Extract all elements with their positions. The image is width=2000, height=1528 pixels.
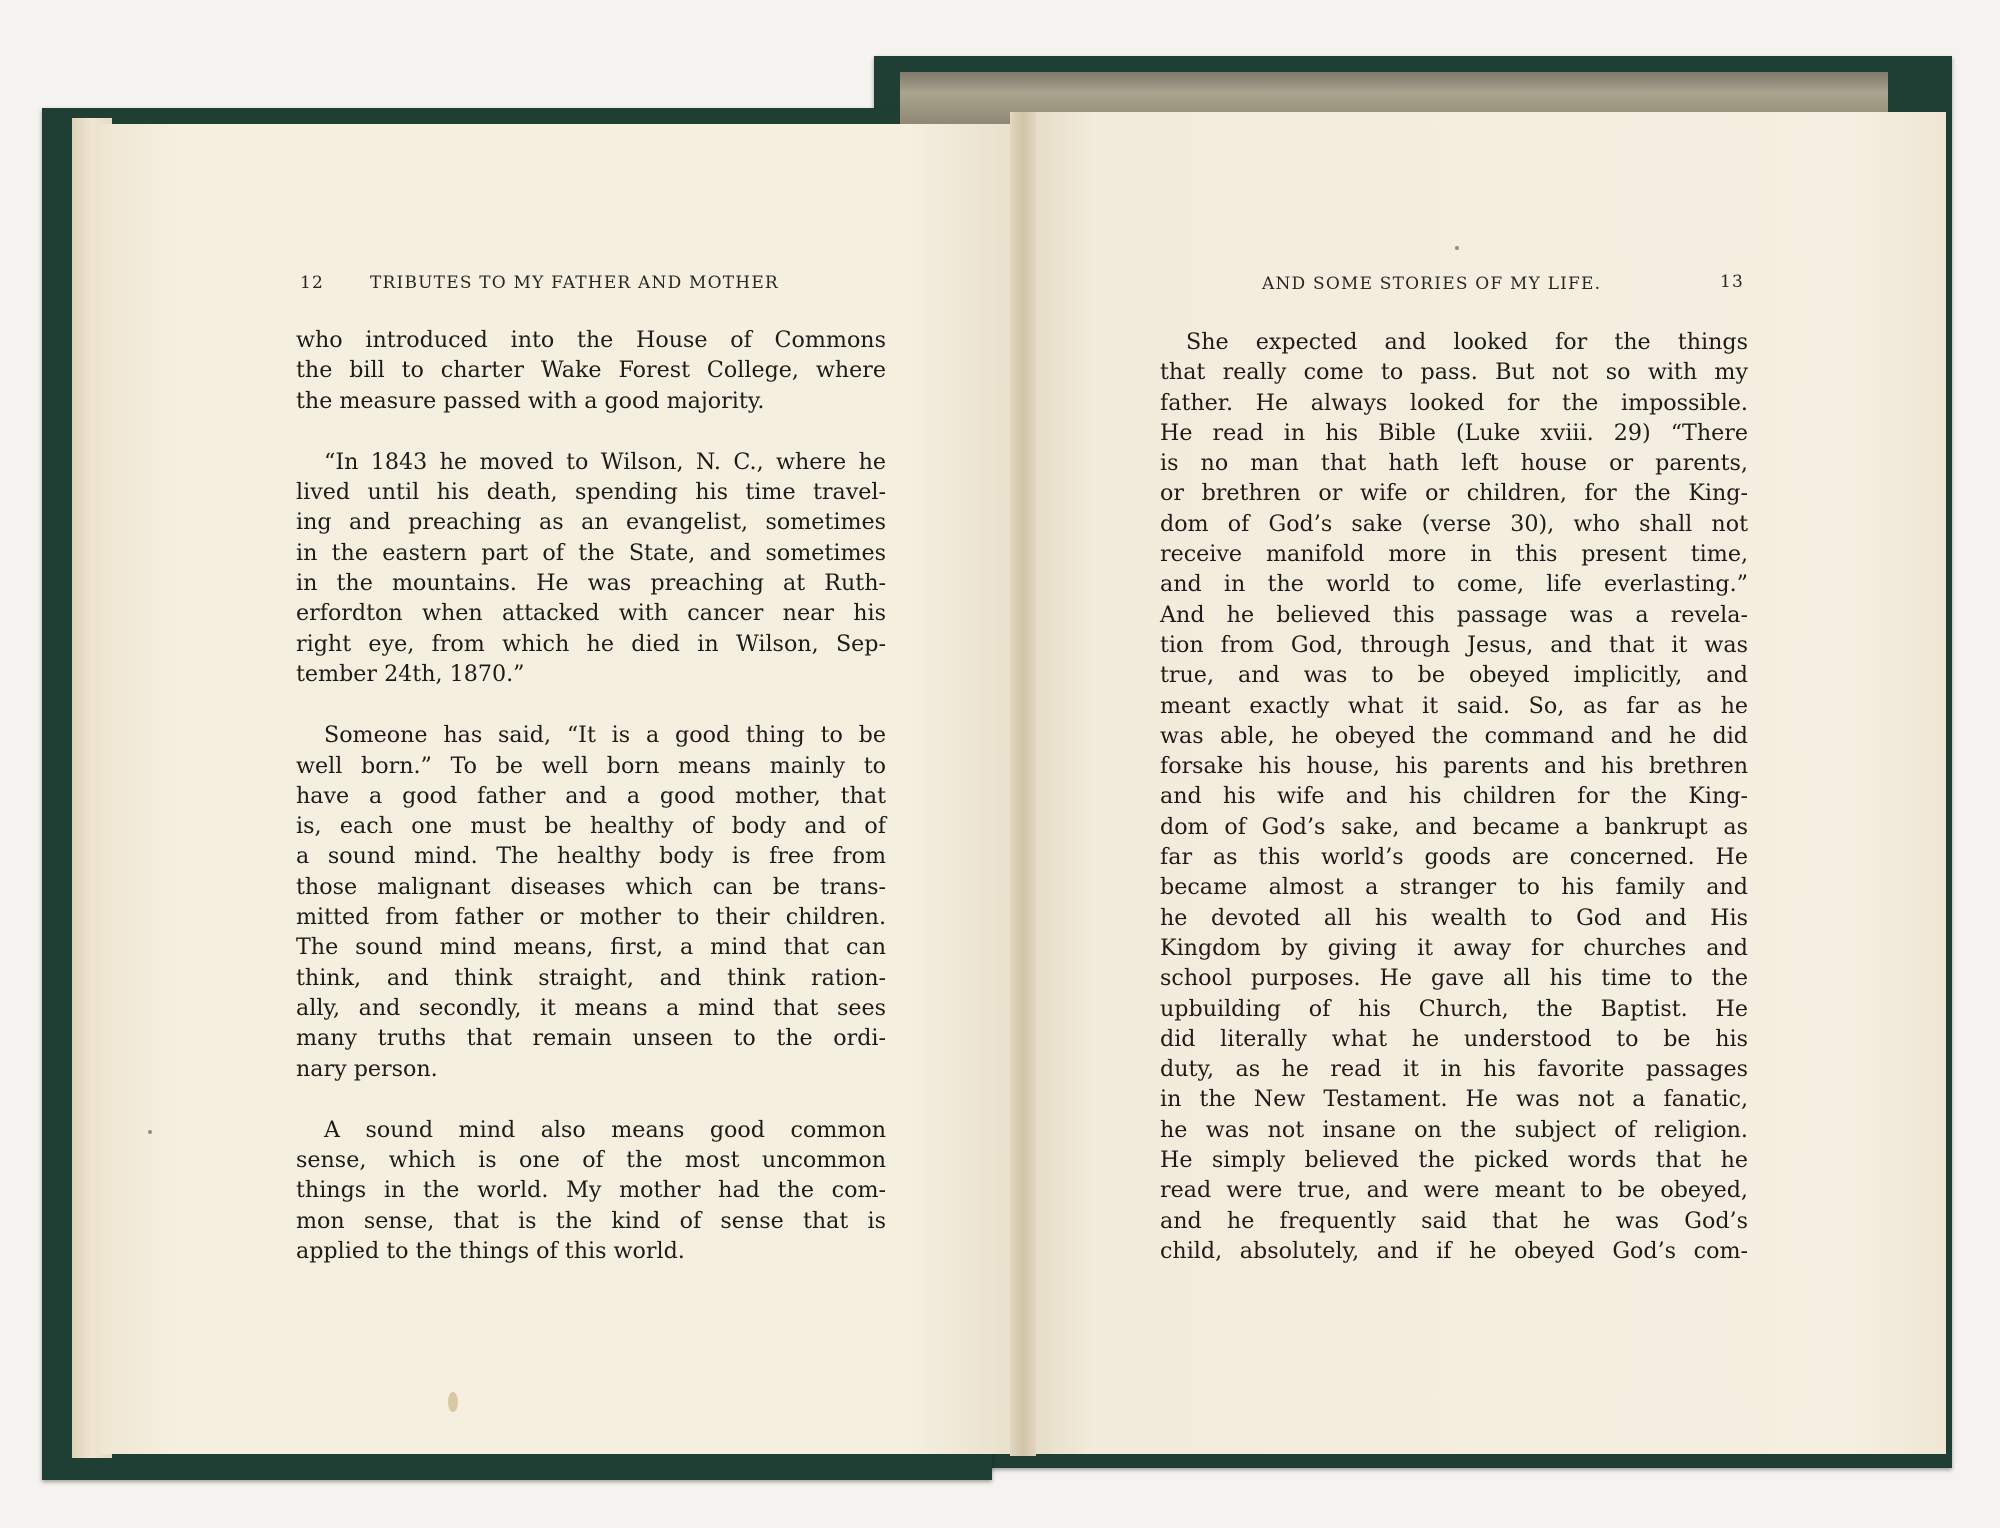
text-line: who introduced into the House of Commons	[296, 327, 886, 353]
text-line: meant exactly what it said. So, as far as he	[1160, 692, 1748, 719]
text-line: true, and was to be obeyed implicitly, and	[1160, 662, 1748, 689]
text-line: those malignant diseases which can be trans-	[296, 873, 886, 900]
text-line: dom of God’s sake, and became a bankrupt as	[1160, 813, 1748, 840]
paper-speck	[148, 1130, 152, 1134]
text-line: nary person.	[296, 1055, 438, 1082]
text-line: or brethren or wife or children, for the King-	[1160, 480, 1748, 507]
text-line: forsake his house, his parents and his brethren	[1160, 753, 1748, 780]
text-line: “In 1843 he moved to Wilson, N. C., where he	[324, 448, 886, 475]
right-page-number: 13	[1720, 272, 1745, 292]
text-line: and in the world to come, life everlasting.”	[1160, 571, 1748, 598]
text-line: the measure passed with a good majority.	[296, 387, 765, 414]
text-line: in the eastern part of the State, and sometimes	[296, 539, 886, 566]
text-line: was able, he obeyed the command and he did	[1160, 722, 1748, 749]
text-line: a sound mind. The healthy body is free from	[296, 843, 886, 870]
text-line: things in the world. My mother had the com-	[296, 1177, 886, 1204]
text-line: father. He always looked for the impossible.	[1160, 389, 1748, 416]
text-line: well born.” To be well born means mainly to	[296, 752, 886, 779]
text-line: tember 24th, 1870.”	[296, 660, 525, 687]
text-line: far as this world’s goods are concerned. He	[1160, 844, 1748, 871]
text-line: think, and think straight, and think ration-	[296, 964, 886, 991]
text-line: mitted from father or mother to their children.	[296, 904, 886, 931]
left-page-number: 12	[300, 273, 325, 293]
text-line: did literally what he understood to be his	[1160, 1025, 1748, 1052]
text-line: is no man that hath left house or parents,	[1160, 450, 1748, 477]
text-line: mon sense, that is the kind of sense that is	[296, 1207, 886, 1234]
text-line: She expected and looked for the things	[1186, 329, 1748, 355]
text-line: The sound mind means, first, a mind that can	[296, 934, 886, 961]
left-page-text	[296, 325, 886, 1266]
text-line: in the New Testament. He was not a fanatic,	[1160, 1086, 1748, 1113]
paper-speck	[1455, 246, 1459, 250]
text-line: He read in his Bible (Luke xviii. 29) “There	[1160, 419, 1748, 446]
text-line: He simply believed the picked words that he	[1160, 1147, 1748, 1174]
text-line: right eye, from which he died in Wilson, Sep-	[296, 630, 886, 657]
text-line: he devoted all his wealth to God and His	[1160, 904, 1748, 931]
text-line: And he believed this passage was a revela-	[1160, 601, 1748, 628]
text-line: A sound mind also means good common	[324, 1116, 886, 1143]
text-line: dom of God’s sake (verse 30), who shall not	[1160, 510, 1748, 537]
right-page-text	[1160, 327, 1748, 1266]
text-line: have a good father and a good mother, that	[296, 782, 886, 809]
text-line: ally, and secondly, it means a mind that sees	[296, 994, 886, 1021]
text-line: applied to the things of this world.	[296, 1238, 685, 1265]
paper-speck	[448, 1392, 458, 1412]
text-line: erfordton when attacked with cancer near his	[296, 600, 886, 627]
text-line: the bill to charter Wake Forest College, where	[296, 357, 886, 384]
text-line: he was not insane on the subject of religion.	[1160, 1116, 1748, 1143]
text-line: in the mountains. He was preaching at Ruth-	[296, 570, 886, 597]
right-running-head: AND SOME STORIES OF MY LIFE.	[1262, 274, 1602, 294]
text-line: child, absolutely, and if he obeyed God’s com-	[1160, 1237, 1748, 1264]
text-line: Kingdom by giving it away for churches and	[1160, 934, 1748, 961]
text-line: became almost a stranger to his family and	[1160, 874, 1748, 901]
text-line: is, each one must be healthy of body and of	[296, 813, 886, 840]
book-gutter	[1010, 112, 1036, 1456]
text-line: school purposes. He gave all his time to the	[1160, 965, 1748, 992]
text-line: Someone has said, “It is a good thing to be	[324, 722, 886, 749]
text-line: that really come to pass. But not so with my	[1160, 359, 1748, 386]
text-line: read were true, and were meant to be obeyed,	[1160, 1177, 1748, 1204]
text-line: ing and preaching as an evangelist, sometimes	[296, 509, 886, 536]
text-line: and he frequently said that he was God’s	[1160, 1207, 1748, 1234]
text-line: upbuilding of his Church, the Baptist. He	[1160, 995, 1748, 1022]
text-line: lived until his death, spending his time travel-	[296, 479, 886, 506]
text-line: tion from God, through Jesus, and that it was	[1160, 631, 1748, 658]
text-line: receive manifold more in this present time,	[1160, 541, 1748, 568]
left-running-head: TRIBUTES TO MY FATHER AND MOTHER	[370, 273, 779, 293]
text-line: and his wife and his children for the King-	[1160, 783, 1748, 810]
text-line: duty, as he read it in his favorite passages	[1160, 1056, 1748, 1083]
text-line: sense, which is one of the most uncommon	[296, 1147, 886, 1174]
text-line: many truths that remain unseen to the ordi-	[296, 1025, 886, 1052]
